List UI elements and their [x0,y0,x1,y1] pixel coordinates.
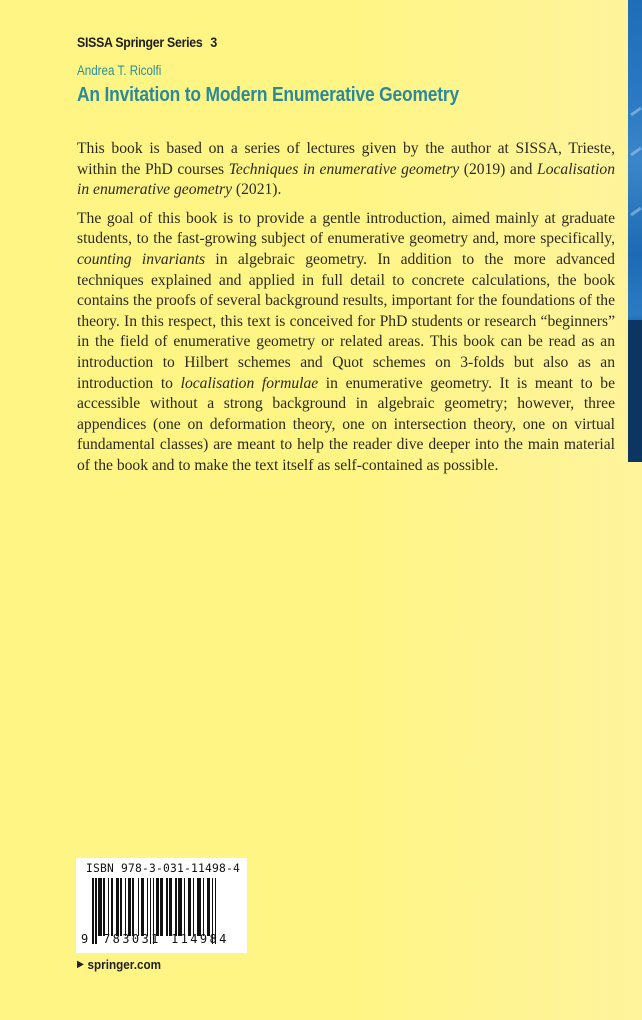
italic-run: Localisation in enumerative geometry [77,160,615,199]
barcode-bars [92,878,242,940]
series-label: SISSA Springer Series [77,34,203,50]
barcode-first-digit: 9 [81,932,89,946]
book-title: An Invitation to Modern Enumerative Geometry [77,84,459,106]
italic-run: Techniques in enumerative geometry [228,160,460,178]
spine-edge-graphic [628,0,642,462]
decorative-streak [630,147,642,156]
barcode-digits [81,932,243,948]
series-number: 3 [210,34,217,50]
isbn-barcode [76,858,247,953]
barcode-left-digits: 783031 [103,932,161,946]
decorative-streak [630,107,642,116]
arrow-right-icon: ▶ [77,959,84,970]
text-run: (2019) and [459,160,538,178]
decorative-streak [630,207,642,216]
blurb-paragraph-2 [77,209,615,477]
blurb-paragraph-1 [77,139,615,201]
spine-navy-band [628,320,642,462]
italic-run: counting invariants [77,250,206,268]
text-run: This book is based on a series of lectures given by the author at SISSA, Trieste, within the PhD courses [77,140,615,178]
text-run: in algebraic geometry. In addition to the more advanced techniques explained and applied in full detail to concrete calculations, the book contains the proofs of several background results, important for the foundations of the theory. In this respect, this text is conceived for PhD students or research “beginners” in the field of enumerative geometry or related areas. This book can be read as an introduction to Hilbert schemes and Quot schemes on 3-folds but also as an introduction to [77,250,615,392]
blurb [77,139,615,485]
series-name [77,34,217,50]
springer-link-text: springer.com [87,957,162,972]
text-run: in enumerative geometry. It is meant to be accessible without a strong background in algebraic geometry; however, three appendices (one on deformation theory, one on intersection theory, one on virtual fundamental classes) are meant to help the reader dive deeper into the main material of the book and to make the text itself as self-contained as possible. [77,374,616,474]
isbn-label: ISBN 978-3-031-11498-4 [86,862,241,875]
springer-website-link[interactable] [77,957,161,972]
author-name: Andrea T. Ricolfi [77,63,162,78]
italic-run: localisation formulae [180,374,319,392]
barcode-right-digits: 114984 [171,932,229,946]
text-run: The goal of this book is to provide a gentle introduction, aimed mainly at graduate students, to the fast-growing subject of enumerative geometry and, more specifically, [77,209,615,248]
text-run: (2021). [232,181,282,199]
